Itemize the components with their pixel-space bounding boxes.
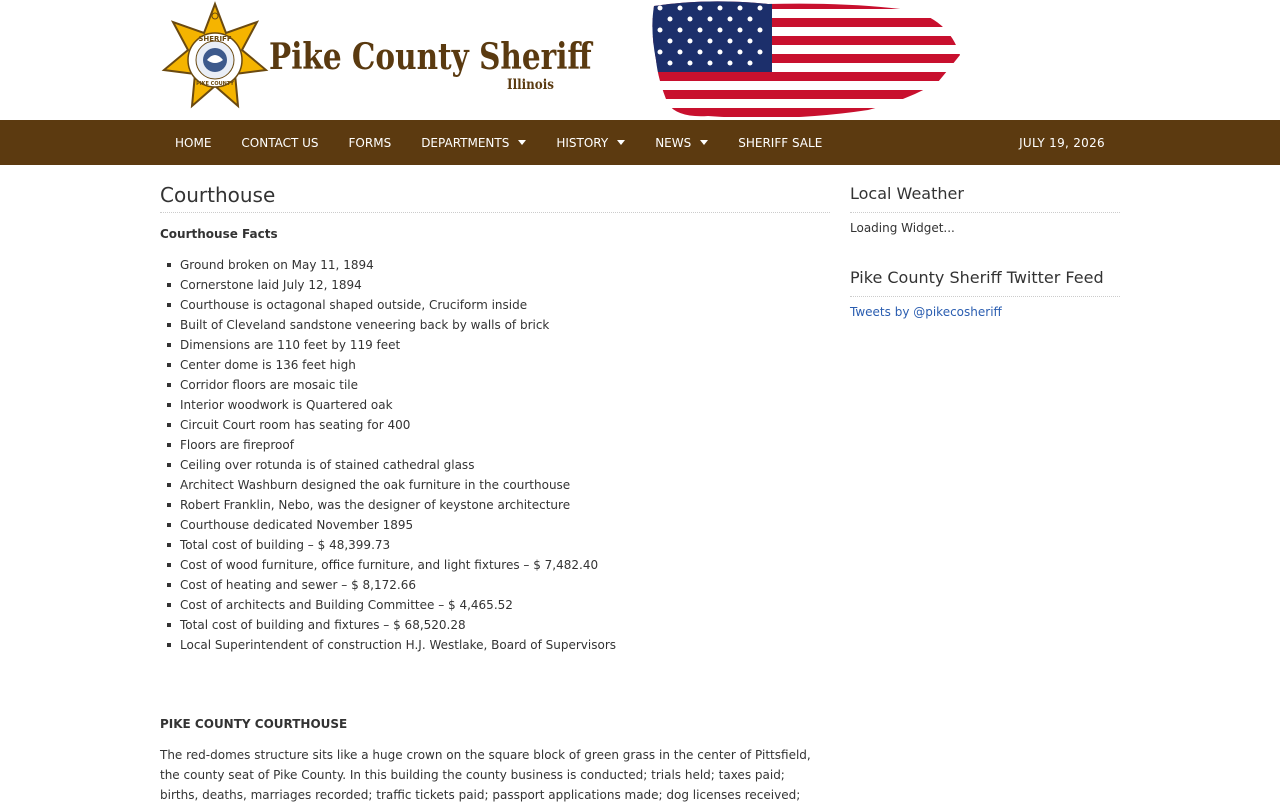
list-item: Ground broken on May 11, 1894 — [160, 255, 830, 275]
nav-item-label: SHERIFF SALE — [738, 135, 823, 150]
list-item: Robert Franklin, Nebo, was the designer of keystone architecture — [160, 495, 830, 515]
sidebar — [850, 182, 1120, 321]
list-item: Total cost of building – $ 48,399.73 — [160, 535, 830, 555]
nav-item-home[interactable] — [160, 120, 226, 165]
list-item: Interior woodwork is Quartered oak — [160, 395, 830, 415]
weather-loading-text: Loading Widget... — [850, 221, 955, 235]
list-item: Cornerstone laid July 12, 1894 — [160, 275, 830, 295]
list-item: Floors are fireproof — [160, 435, 830, 455]
nav-item-label: DEPARTMENTS — [421, 135, 510, 150]
page-title: Courthouse — [160, 182, 830, 213]
courthouse-paragraph: The red-domes structure sits like a huge crown on the square block of green grass in the center of Pittsfield, the county seat of Pike County. In this building the county business is conducted; trials held; taxes paid; births, deaths, marriages recorded; traffic tickets paid; passport applications made; dog licenses received; — [160, 748, 811, 802]
list-item: Local Superintendent of construction H.J. Westlake, Board of Supervisors — [160, 635, 830, 655]
list-item: Center dome is 136 feet high — [160, 355, 830, 375]
american-flag-icon — [648, 0, 960, 120]
twitter-widget-title: Pike County Sheriff Twitter Feed — [850, 266, 1120, 297]
nav-item-departments[interactable] — [406, 120, 541, 165]
main-content — [160, 182, 830, 805]
list-item: Cost of architects and Building Committee – $ 4,465.52 — [160, 595, 830, 615]
current-date: JULY 19, 2026 — [1019, 135, 1105, 150]
list-item: Corridor floors are mosaic tile — [160, 375, 830, 395]
nav-item-label: HISTORY — [556, 135, 609, 150]
nav-menu — [160, 120, 837, 165]
svg-text:SHERIFF: SHERIFF — [198, 35, 232, 43]
twitter-widget — [850, 266, 1120, 321]
nav-item-contact-us[interactable] — [226, 120, 333, 165]
nav-item-sheriff-sale[interactable] — [723, 120, 837, 165]
list-item: Dimensions are 110 feet by 119 feet — [160, 335, 830, 355]
list-item: Ceiling over rotunda is of stained cathedral glass — [160, 455, 830, 475]
nav-item-label: CONTACT US — [241, 135, 319, 150]
twitter-feed-link[interactable]: Tweets by @pikecosheriff — [850, 305, 1002, 319]
nav-item-label: HOME — [175, 135, 212, 150]
list-item: Total cost of building and fixtures – $ 68,520.28 — [160, 615, 830, 635]
sheriff-star-badge-icon[interactable] — [160, 0, 270, 120]
svg-text:PIKE COUNTY: PIKE COUNTY — [196, 81, 234, 87]
list-item: Circuit Court room has seating for 400 — [160, 415, 830, 435]
nav-item-news[interactable] — [640, 120, 723, 165]
chevron-down-icon — [617, 140, 625, 145]
site-subtitle: Illinois — [507, 77, 554, 93]
weather-widget — [850, 182, 1120, 237]
nav-item-history[interactable] — [541, 120, 640, 165]
list-item: Courthouse is octagonal shaped outside, Cruciform inside — [160, 295, 830, 315]
facts-heading: Courthouse Facts — [160, 227, 278, 241]
chevron-down-icon — [700, 140, 708, 145]
nav-item-forms[interactable] — [334, 120, 407, 165]
list-item: Built of Cleveland sandstone veneering back by walls of brick — [160, 315, 830, 335]
list-item: Courthouse dedicated November 1895 — [160, 515, 830, 535]
courthouse-section-heading: PIKE COUNTY COURTHOUSE — [160, 717, 348, 731]
facts-list — [160, 255, 830, 655]
weather-widget-title: Local Weather — [850, 182, 1120, 213]
list-item: Cost of heating and sewer – $ 8,172.66 — [160, 575, 830, 595]
list-item: Cost of wood furniture, office furniture, and light fixtures – $ 7,482.40 — [160, 555, 830, 575]
list-item: Architect Washburn designed the oak furniture in the courthouse — [160, 475, 830, 495]
site-header — [0, 0, 1280, 120]
nav-item-label: NEWS — [655, 135, 692, 150]
site-title[interactable]: Pike County Sheriff — [269, 36, 592, 78]
chevron-down-icon — [518, 140, 526, 145]
main-nav — [0, 120, 1280, 165]
nav-item-label: FORMS — [348, 135, 392, 150]
